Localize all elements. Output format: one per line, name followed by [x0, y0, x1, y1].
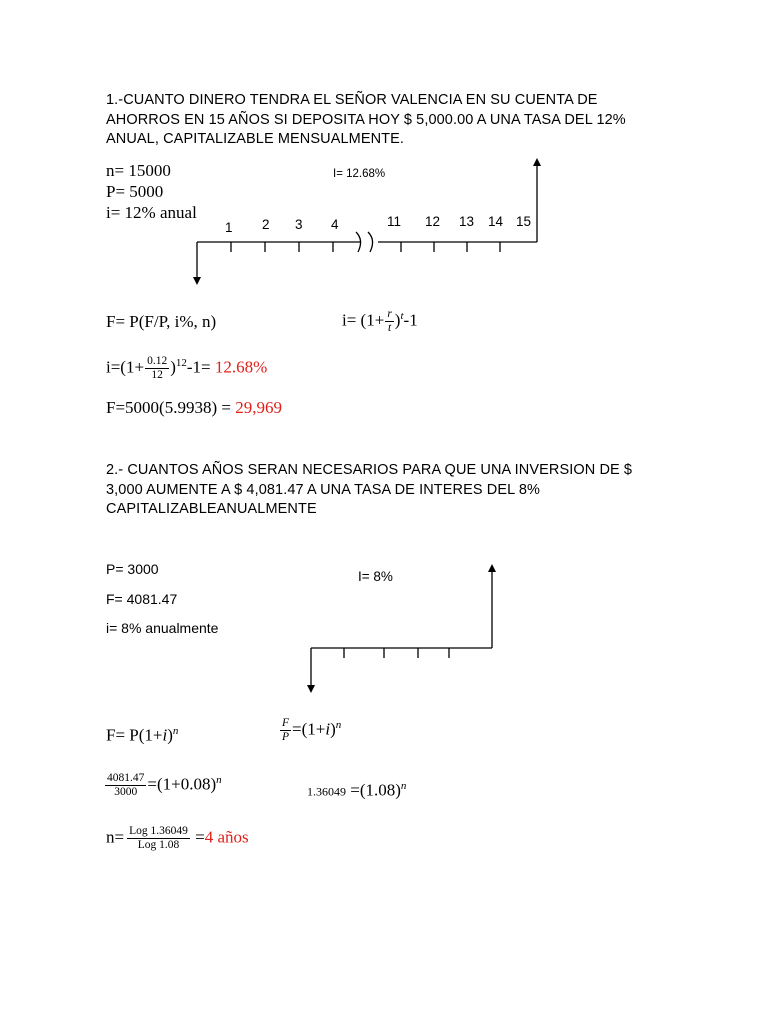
problem1-question-line: ANUAL, CAPITALIZABLE MENSUALMENTE. — [106, 131, 405, 147]
fraction-numerator: Log 1.36049 — [129, 825, 188, 837]
result-years: 4 años — [204, 827, 249, 847]
fraction-denominator: 12 — [145, 368, 169, 382]
fraction-denominator: 3000 — [105, 785, 146, 799]
fraction-numerator: r — [387, 308, 392, 320]
problem1-question-line: AHORROS EN 15 AÑOS SI DEPOSITA HOY $ 5,000.00 A UNA TASA DEL 12% — [106, 111, 626, 128]
fraction-f-over-p — [280, 717, 291, 744]
tick-label: 11 — [387, 214, 402, 229]
given-i: i= 12% anual — [106, 203, 197, 222]
calc-effective-rate — [106, 355, 267, 382]
problem2-cash-flow-diagram — [311, 568, 492, 689]
timeline-ticks — [344, 648, 449, 658]
tick-label: 13 — [459, 214, 475, 229]
exponent: 12 — [175, 356, 187, 369]
calc-value-text: =(1.08) — [350, 780, 401, 800]
calc-future-value — [106, 398, 282, 418]
fraction-denominator: P — [282, 731, 290, 743]
calc-n — [106, 825, 249, 852]
fraction-r-over-t — [385, 308, 393, 335]
calc-suffix: -1= — [186, 357, 211, 377]
formula-effective-rate-prefix: i= (1+ — [342, 310, 385, 330]
exponent: t — [400, 309, 404, 322]
exponent: n — [172, 725, 179, 737]
result-future-value: 29,969 — [235, 398, 282, 417]
given-p: P= 5000 — [106, 182, 164, 201]
problem1-cash-flow-diagram — [197, 162, 537, 281]
fraction-values — [105, 772, 146, 799]
tick-label: 15 — [516, 214, 532, 229]
tick-label: 1 — [225, 220, 233, 235]
problem1-question-line: 1.-CUANTO DINERO TENDRA EL SEÑOR VALENCIA EN SU CUENTA DE — [106, 92, 598, 108]
calc-ratio — [104, 772, 222, 799]
problem2-question — [106, 461, 632, 520]
fraction-numerator: F — [282, 717, 290, 729]
calc-value-left: 1.36049 — [307, 784, 346, 799]
given-i: i= 8% anualmente — [106, 620, 219, 636]
problem2-question-line: CAPITALIZABLEANUALMENTE — [106, 501, 317, 517]
calc-ratio-text: =(1+0.08) — [147, 774, 217, 794]
exponent: n — [335, 718, 342, 731]
calc-future-value-text: F=5000(5.9938) = — [106, 398, 231, 417]
variable-i: i — [162, 725, 168, 745]
fraction-numerator: 4081.47 — [107, 772, 145, 784]
tick-label: 12 — [425, 214, 441, 229]
formula-compound-text: F= P(1+ — [106, 725, 163, 745]
formula-effective-rate-suffix: -1 — [403, 310, 418, 330]
calc-n-prefix: n= — [106, 827, 125, 847]
tick-label: 2 — [262, 217, 270, 232]
exponent: n — [216, 773, 222, 786]
fraction-denominator: Log 1.08 — [127, 838, 190, 852]
problem2-question-line: 2.- CUANTOS AÑOS SERAN NECESARIOS PARA QUE UNA INVERSION DE $ — [106, 462, 633, 478]
given-p: P= 3000 — [106, 561, 159, 577]
given-n: n= 15000 — [106, 161, 171, 180]
formula-compound — [106, 725, 178, 746]
formula-ratio — [279, 717, 341, 744]
variable-i: i — [325, 719, 331, 739]
fraction-logs — [127, 825, 190, 852]
calc-n-equals: = — [195, 827, 205, 847]
fraction-rate — [145, 355, 169, 382]
formula-effective-rate — [342, 308, 418, 335]
formula-ratio-text: =(1+ — [292, 719, 326, 739]
problem2-rate-label: I= 8% — [358, 569, 393, 584]
exponent: n — [400, 780, 407, 792]
paren-close: ) — [170, 357, 176, 377]
tick-label: 3 — [295, 217, 303, 232]
paren-close: ) — [167, 725, 173, 745]
problem1-rate-label: I= 12.68% — [333, 168, 386, 180]
fraction-numerator: 0.12 — [147, 355, 168, 367]
given-f: F= 4081.47 — [106, 591, 178, 607]
break-mark-right — [368, 232, 373, 252]
problem2-question-line: 3,000 AUMENTE A $ 4,081.47 A UNA TASA DE INTERES DEL 8% — [106, 481, 540, 498]
tick-label: 14 — [488, 214, 504, 229]
calc-value — [307, 780, 406, 801]
timeline-ticks — [231, 242, 500, 252]
formula-future-value: F= P(F/P, i%, n) — [106, 312, 217, 331]
paren-close: ) — [394, 310, 401, 330]
fraction-denominator: t — [385, 321, 393, 335]
calc-prefix: i=(1+ — [106, 357, 145, 377]
tick-label: 4 — [331, 217, 339, 232]
result-effective-rate: 12.68% — [214, 357, 268, 377]
paren-close: ) — [330, 719, 336, 739]
